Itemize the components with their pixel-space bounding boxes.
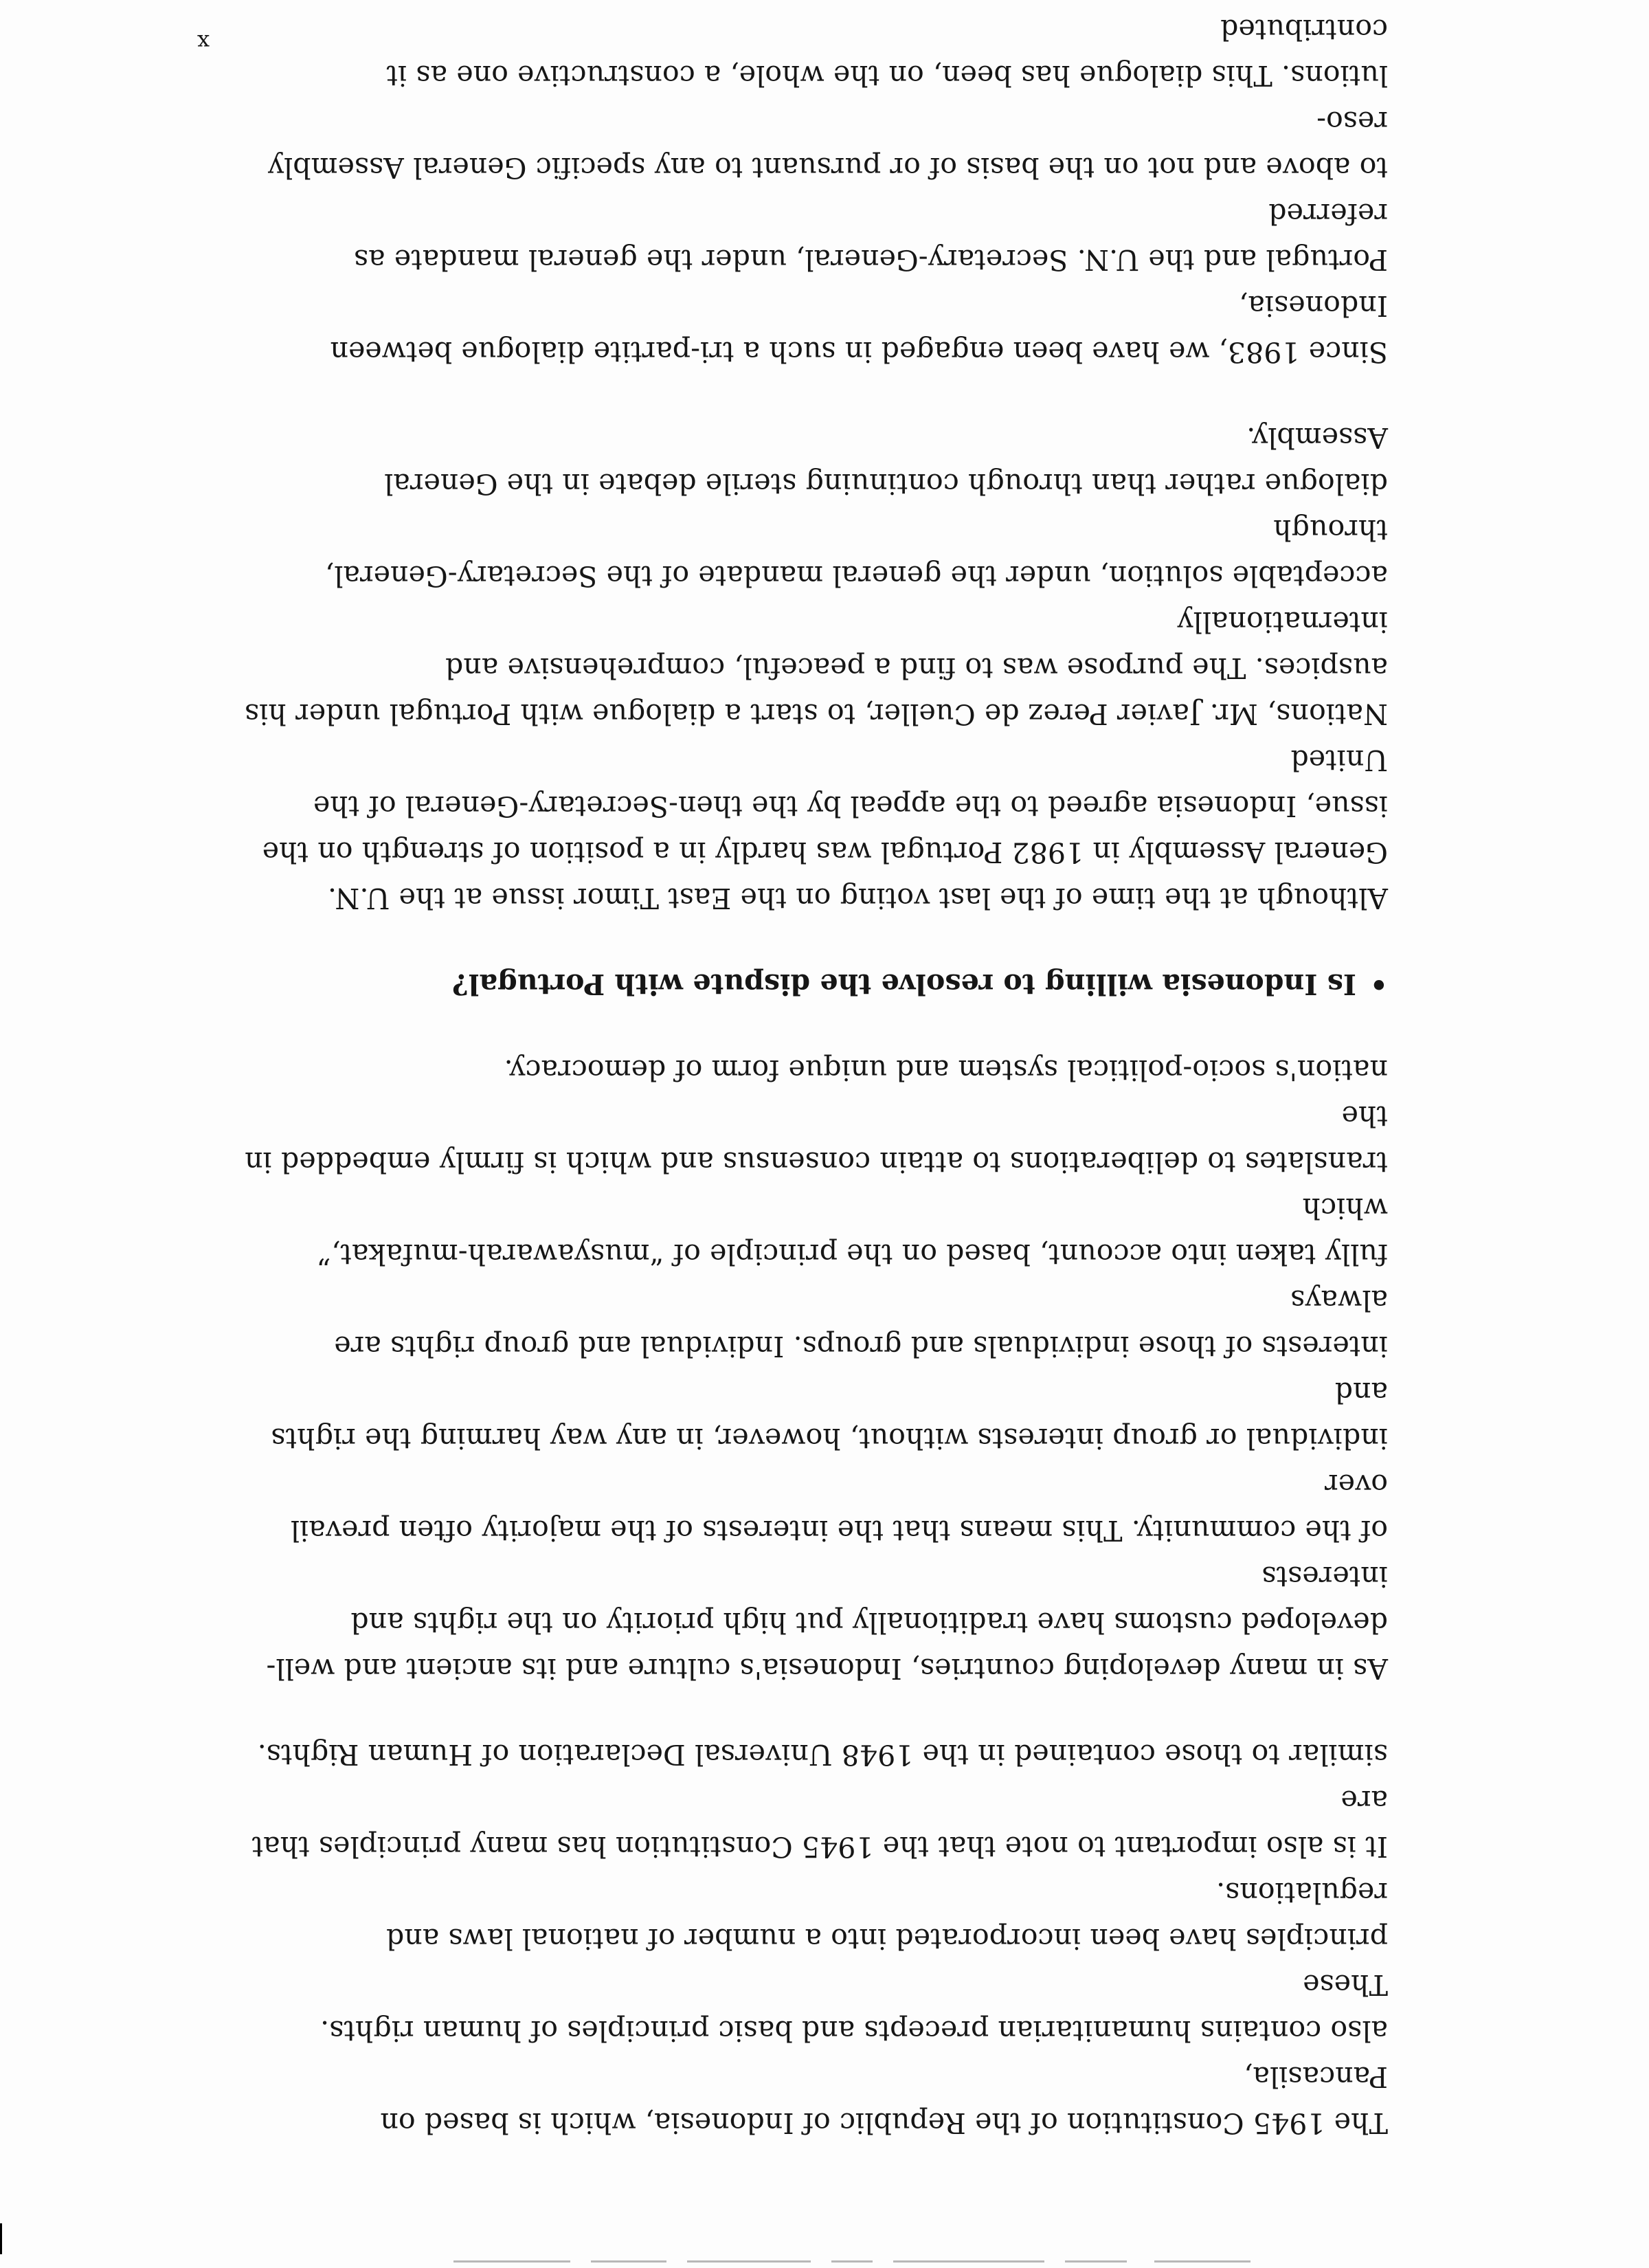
scan-edge-mark bbox=[0, 2223, 2, 2254]
section-heading bbox=[240, 961, 1388, 1007]
paragraph-dialogue: Since 1983, we have been engaged in such a tri-partite dialogue between Indonesia, Portugal and the U.N. Secretary-General, under the general mandate as referred to above and not on the basis of or pursuant to any specific General Assembly reso- lutions. This dialogue has been, on the whole, a constructive one as it contributed bbox=[267, 13, 1388, 368]
section-heading-text: Is Indonesia willing to resolve the dispute with Portugal? bbox=[451, 968, 1356, 1001]
page-number: x bbox=[197, 30, 210, 56]
bullet-icon: • bbox=[1369, 968, 1388, 1001]
body-text bbox=[240, 0, 1388, 2146]
scan-artifact-line bbox=[0, 2258, 1649, 2263]
paragraph-voting: Although at the time of the last voting on the East Timor issue at the U.N. General Assembly in 1982 Portugal was hardly in a position of strength on the issue, Indonesia agreed to the appeal by the then-Secretary-General of the United Nations, Mr. Javier Perez de Cueller, to start a dialogue with Portugal under his auspices. The purpose was to find a peaceful, comprehensive and internationally acceptable solution, under the general mandate of the Secretary-General, through dialogue rather than through continuing sterile debate in the General Assembly. bbox=[245, 421, 1388, 915]
paragraph-culture: As in many developing countries, Indonesia's culture and its ancient and well- developed customs have traditionally put high priority on the rights and interests of the community. This means that the interests of the majority often prevail over individual or group interests without, however, in any way harming the rights and interests of those individuals and groups. Individual and group rights are always fully taken into account, based on the principle of “musyawarah-mufakat,” which translates to deliberations to attain consensus and which is firmly embedded in the nation's socio-political system and unique form of democracy. bbox=[245, 1054, 1388, 1685]
paragraph-constitution: The 1945 Constitution of the Republic of Indonesia, which is based on Pancasila, also contains humanitarian precepts and basic principles of human rights. These principles have been incorporated into a number of national laws and regulations. It is also important to note that the 1945 Constitution has many principles that are similar to those contained in the 1948 Universal Declaration of Human Rights. bbox=[251, 1738, 1388, 2139]
